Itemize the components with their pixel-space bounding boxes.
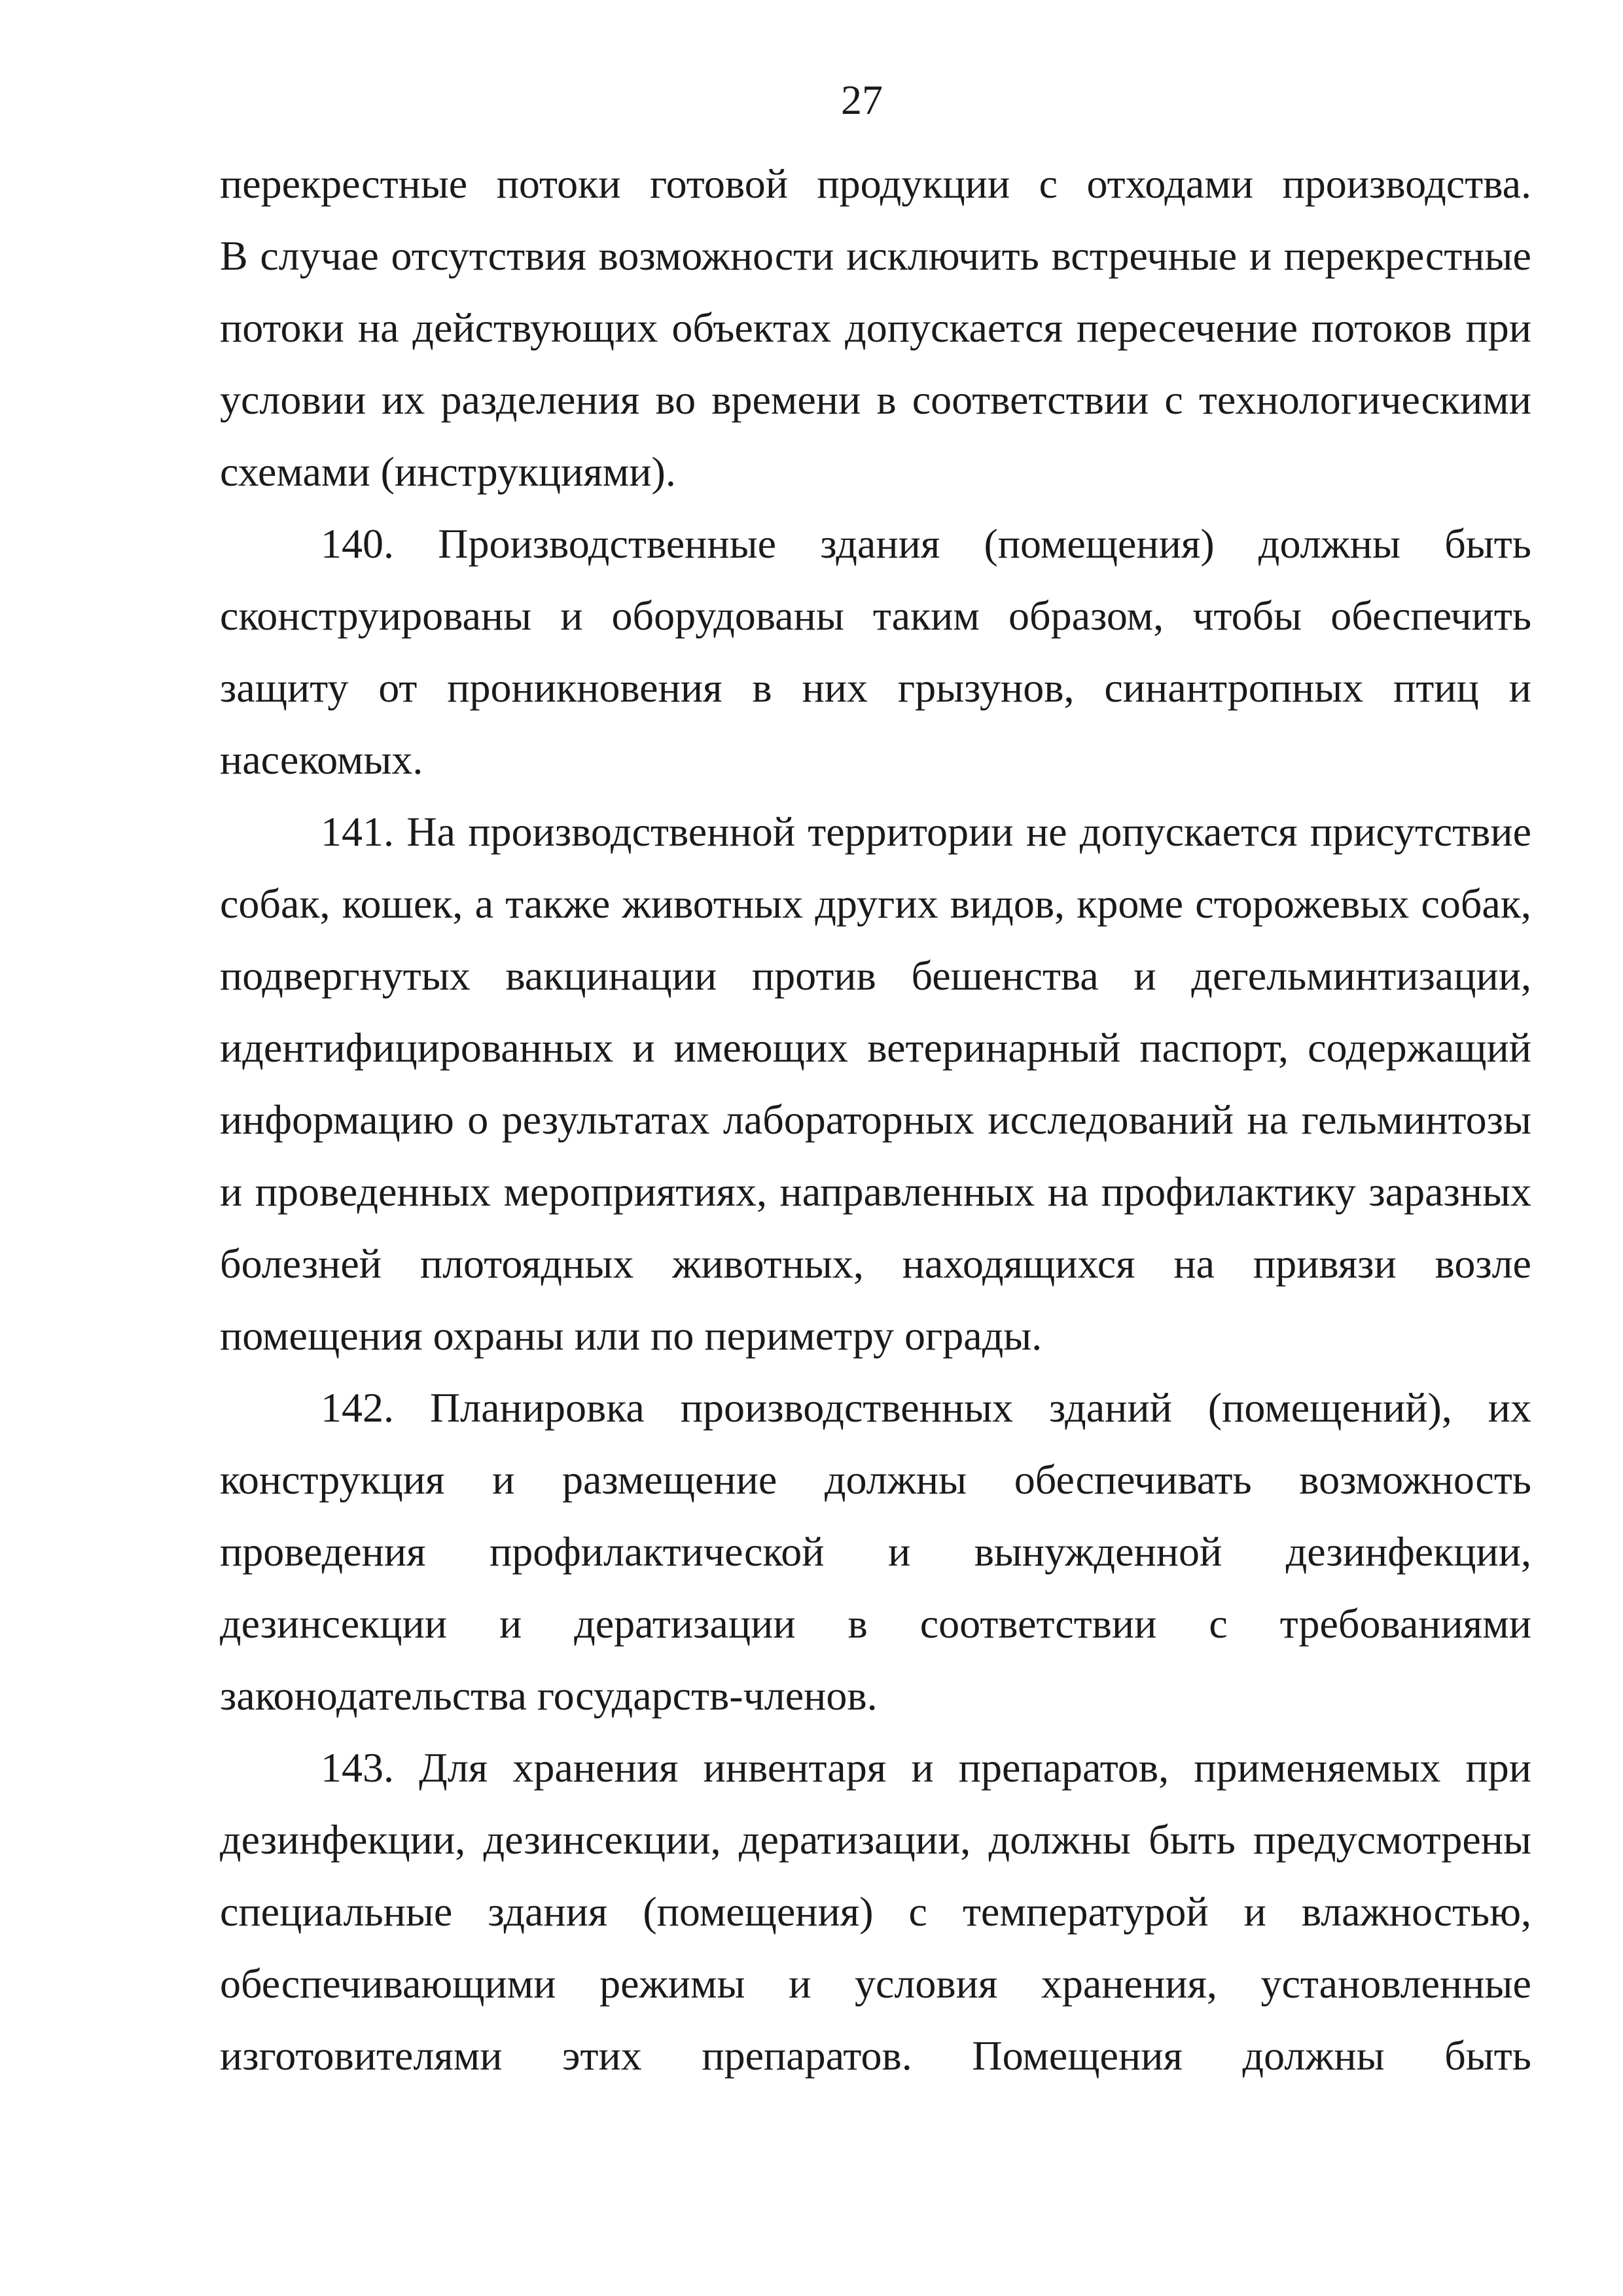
word: дератизации bbox=[574, 1600, 796, 1647]
word: должны bbox=[824, 1456, 967, 1503]
word: условии bbox=[220, 376, 366, 423]
word: на bbox=[1173, 1240, 1215, 1287]
word: профилактику bbox=[1101, 1168, 1356, 1215]
text-line bbox=[220, 1234, 1531, 1293]
word: кошек, bbox=[342, 880, 463, 927]
word: отсутствия bbox=[391, 232, 586, 279]
word: быть bbox=[1149, 1816, 1236, 1863]
word: Планировка bbox=[429, 1384, 645, 1431]
word: режимы bbox=[599, 1960, 745, 2007]
word: и bbox=[220, 1168, 243, 1215]
word: синантропных bbox=[1104, 664, 1364, 711]
word: На bbox=[406, 808, 455, 855]
text-line bbox=[220, 1162, 1531, 1221]
word: и bbox=[1508, 664, 1531, 711]
word: кроме bbox=[1077, 880, 1184, 927]
word: с bbox=[1209, 1600, 1228, 1647]
word: потоки bbox=[496, 160, 621, 207]
word: изготовителями bbox=[220, 2032, 503, 2079]
word: оборудованы bbox=[611, 592, 844, 639]
word: допускается bbox=[1079, 808, 1298, 855]
word: продукции bbox=[817, 160, 1010, 207]
word: Производственные bbox=[438, 520, 776, 567]
word: пересечение bbox=[1076, 304, 1298, 351]
text-line: схемами (инструкциями). bbox=[220, 448, 676, 495]
word: против bbox=[751, 952, 876, 999]
word: размещение bbox=[562, 1456, 777, 1503]
word: и bbox=[1249, 232, 1272, 279]
word: о bbox=[467, 1096, 489, 1143]
word: паспорт, bbox=[1139, 1024, 1289, 1071]
word: (помещений), bbox=[1207, 1384, 1452, 1431]
word: чтобы bbox=[1192, 592, 1302, 639]
word: возле bbox=[1435, 1240, 1531, 1287]
word: направленных bbox=[779, 1168, 1035, 1215]
word: не bbox=[1026, 808, 1067, 855]
text-line bbox=[220, 946, 1531, 1005]
word: быть bbox=[1444, 2032, 1531, 2079]
word: предусмотрены bbox=[1253, 1816, 1531, 1863]
word: влажностью, bbox=[1301, 1888, 1531, 1935]
text-line bbox=[220, 154, 1531, 213]
page-number: 27 bbox=[841, 77, 883, 123]
word: дезинсекции, bbox=[483, 1816, 721, 1863]
word: содержащий bbox=[1308, 1024, 1531, 1071]
text-line: помещения охраны или по периметру ограды. bbox=[220, 1312, 1043, 1359]
word: 140. bbox=[321, 520, 394, 567]
word: исключить bbox=[846, 232, 1039, 279]
word: защиту bbox=[220, 664, 349, 711]
word: (помещения) bbox=[643, 1888, 874, 1935]
word: также bbox=[505, 880, 611, 927]
word: температурой bbox=[962, 1888, 1209, 1935]
word: и bbox=[1133, 952, 1156, 999]
word: животных bbox=[622, 880, 804, 927]
word: гельминтозы bbox=[1301, 1096, 1531, 1143]
word: и bbox=[1243, 1888, 1266, 1935]
word: отходами bbox=[1086, 160, 1254, 207]
word: вакцинации bbox=[505, 952, 717, 999]
word: на bbox=[357, 304, 399, 351]
text-line: законодательства государств-членов. bbox=[220, 1672, 878, 1719]
word: производства. bbox=[1282, 160, 1531, 207]
word: имеющих bbox=[673, 1024, 849, 1071]
word: хранения bbox=[512, 1744, 679, 1791]
word: перекрестные bbox=[220, 160, 468, 207]
word: производственной bbox=[468, 808, 795, 855]
word: бешенства bbox=[911, 952, 1099, 999]
word: в bbox=[752, 664, 772, 711]
word: должны bbox=[1258, 520, 1400, 567]
word: профилактической bbox=[490, 1528, 825, 1575]
word: их bbox=[1488, 1384, 1531, 1431]
word: обеспечить bbox=[1330, 592, 1531, 639]
word: с bbox=[908, 1888, 927, 1935]
word: Для bbox=[419, 1744, 488, 1791]
word: этих bbox=[562, 2032, 642, 2079]
word: мероприятиях, bbox=[503, 1168, 767, 1215]
text-line bbox=[220, 1594, 1531, 1653]
word: результатах bbox=[501, 1096, 710, 1143]
text-line bbox=[220, 1810, 1531, 1869]
text-line bbox=[220, 658, 1531, 717]
word: информацию bbox=[220, 1096, 454, 1143]
word: встречные bbox=[1051, 232, 1238, 279]
word: и bbox=[499, 1600, 522, 1647]
word: дезинсекции bbox=[220, 1600, 447, 1647]
word: 143. bbox=[321, 1744, 394, 1791]
word: лабораторных bbox=[722, 1096, 974, 1143]
word: технологическими bbox=[1198, 376, 1531, 423]
word: грызунов, bbox=[897, 664, 1075, 711]
word: соответствии bbox=[919, 1600, 1157, 1647]
word: требованиями bbox=[1279, 1600, 1531, 1647]
word: таким bbox=[872, 592, 980, 639]
word: проникновения bbox=[447, 664, 722, 711]
word: с bbox=[1039, 160, 1058, 207]
word: здания bbox=[820, 520, 940, 567]
word: дегельминтизации, bbox=[1191, 952, 1531, 999]
word: установленные bbox=[1260, 1960, 1531, 2007]
word: на bbox=[1247, 1096, 1289, 1143]
word: времени bbox=[711, 376, 861, 423]
word: Помещения bbox=[972, 2032, 1183, 2079]
word: препаратов, bbox=[958, 1744, 1169, 1791]
text-line bbox=[220, 1018, 1531, 1077]
word: возможность bbox=[1299, 1456, 1531, 1503]
word: в bbox=[876, 376, 897, 423]
word: дезинфекции, bbox=[1285, 1528, 1531, 1575]
word: здания bbox=[488, 1888, 608, 1935]
text-line bbox=[220, 226, 1531, 285]
word: должны bbox=[988, 1816, 1131, 1863]
word: во bbox=[655, 376, 696, 423]
word: птиц bbox=[1393, 664, 1479, 711]
word: а bbox=[474, 880, 493, 927]
word: препаратов. bbox=[702, 2032, 912, 2079]
word: производственных bbox=[680, 1384, 1014, 1431]
word: разделения bbox=[440, 376, 640, 423]
word: образом, bbox=[1008, 592, 1164, 639]
word: действующих bbox=[412, 304, 658, 351]
word: при bbox=[1465, 304, 1531, 351]
word: в bbox=[847, 1600, 868, 1647]
word: быть bbox=[1444, 520, 1531, 567]
text-line bbox=[220, 1090, 1531, 1149]
text-line: насекомых. bbox=[220, 736, 423, 783]
word: и bbox=[911, 1744, 934, 1791]
word: случае bbox=[260, 232, 379, 279]
word: с bbox=[1164, 376, 1183, 423]
word: дератизации, bbox=[738, 1816, 971, 1863]
word: зданий bbox=[1049, 1384, 1172, 1431]
word: потоков bbox=[1311, 304, 1452, 351]
word: проведенных bbox=[255, 1168, 491, 1215]
word: обеспечивать bbox=[1014, 1456, 1252, 1503]
word: на bbox=[1047, 1168, 1089, 1215]
word: и bbox=[887, 1528, 911, 1575]
text-line bbox=[220, 1522, 1531, 1581]
word: них bbox=[802, 664, 868, 711]
paragraph-140-start bbox=[321, 514, 1531, 573]
word: при bbox=[1465, 1744, 1531, 1791]
word: дезинфекции, bbox=[220, 1816, 466, 1863]
text-line bbox=[220, 370, 1531, 429]
word: специальные bbox=[220, 1888, 453, 1935]
word: их bbox=[382, 376, 425, 423]
word: объектах bbox=[671, 304, 832, 351]
word: ветеринарный bbox=[867, 1024, 1121, 1071]
word: сторожевых bbox=[1195, 880, 1410, 927]
text-line bbox=[220, 298, 1531, 357]
word: и bbox=[560, 592, 583, 639]
word: и bbox=[789, 1960, 812, 2007]
word: плотоядных bbox=[419, 1240, 634, 1287]
word: 142. bbox=[321, 1384, 394, 1431]
word: обеспечивающими bbox=[220, 1960, 556, 2007]
word: подвергнутых bbox=[220, 952, 471, 999]
word: возможности bbox=[598, 232, 834, 279]
word: 141. bbox=[321, 808, 394, 855]
text-line bbox=[220, 1450, 1531, 1509]
word: и bbox=[632, 1024, 655, 1071]
word: В bbox=[220, 232, 248, 279]
word: условия bbox=[855, 1960, 998, 2007]
word: инвентаря bbox=[703, 1744, 887, 1791]
word: сконструированы bbox=[220, 592, 532, 639]
word: вынужденной bbox=[974, 1528, 1222, 1575]
paragraph-142-start bbox=[321, 1378, 1531, 1437]
paragraph-141-start bbox=[321, 802, 1531, 861]
word: животных, bbox=[672, 1240, 864, 1287]
word: готовой bbox=[649, 160, 788, 207]
paragraph-143-start bbox=[321, 1738, 1531, 1797]
word: заразных bbox=[1368, 1168, 1531, 1215]
word: от bbox=[378, 664, 418, 711]
word: присутствие bbox=[1310, 808, 1531, 855]
word: соответствии bbox=[912, 376, 1149, 423]
word: собак, bbox=[1421, 880, 1531, 927]
word: применяемых bbox=[1194, 1744, 1441, 1791]
word: исследований bbox=[988, 1096, 1234, 1143]
text-line bbox=[220, 586, 1531, 645]
text-line bbox=[220, 2026, 1531, 2085]
word: (помещения) bbox=[984, 520, 1215, 567]
word: других bbox=[815, 880, 938, 927]
word: видов, bbox=[950, 880, 1065, 927]
word: конструкция bbox=[220, 1456, 445, 1503]
word: хранения, bbox=[1041, 1960, 1217, 2007]
word: собак, bbox=[220, 880, 330, 927]
word: должны bbox=[1242, 2032, 1385, 2079]
word: допускается bbox=[845, 304, 1063, 351]
text-line bbox=[220, 874, 1531, 933]
word: проведения bbox=[220, 1528, 426, 1575]
word: и bbox=[492, 1456, 515, 1503]
word: территории bbox=[808, 808, 1014, 855]
word: привязи bbox=[1253, 1240, 1397, 1287]
word: потоки bbox=[220, 304, 344, 351]
text-line bbox=[220, 1882, 1531, 1941]
word: перекрестные bbox=[1283, 232, 1531, 279]
word: болезней bbox=[220, 1240, 382, 1287]
text-line bbox=[220, 1954, 1531, 2013]
word: находящихся bbox=[902, 1240, 1135, 1287]
word: идентифицированных bbox=[220, 1024, 614, 1071]
